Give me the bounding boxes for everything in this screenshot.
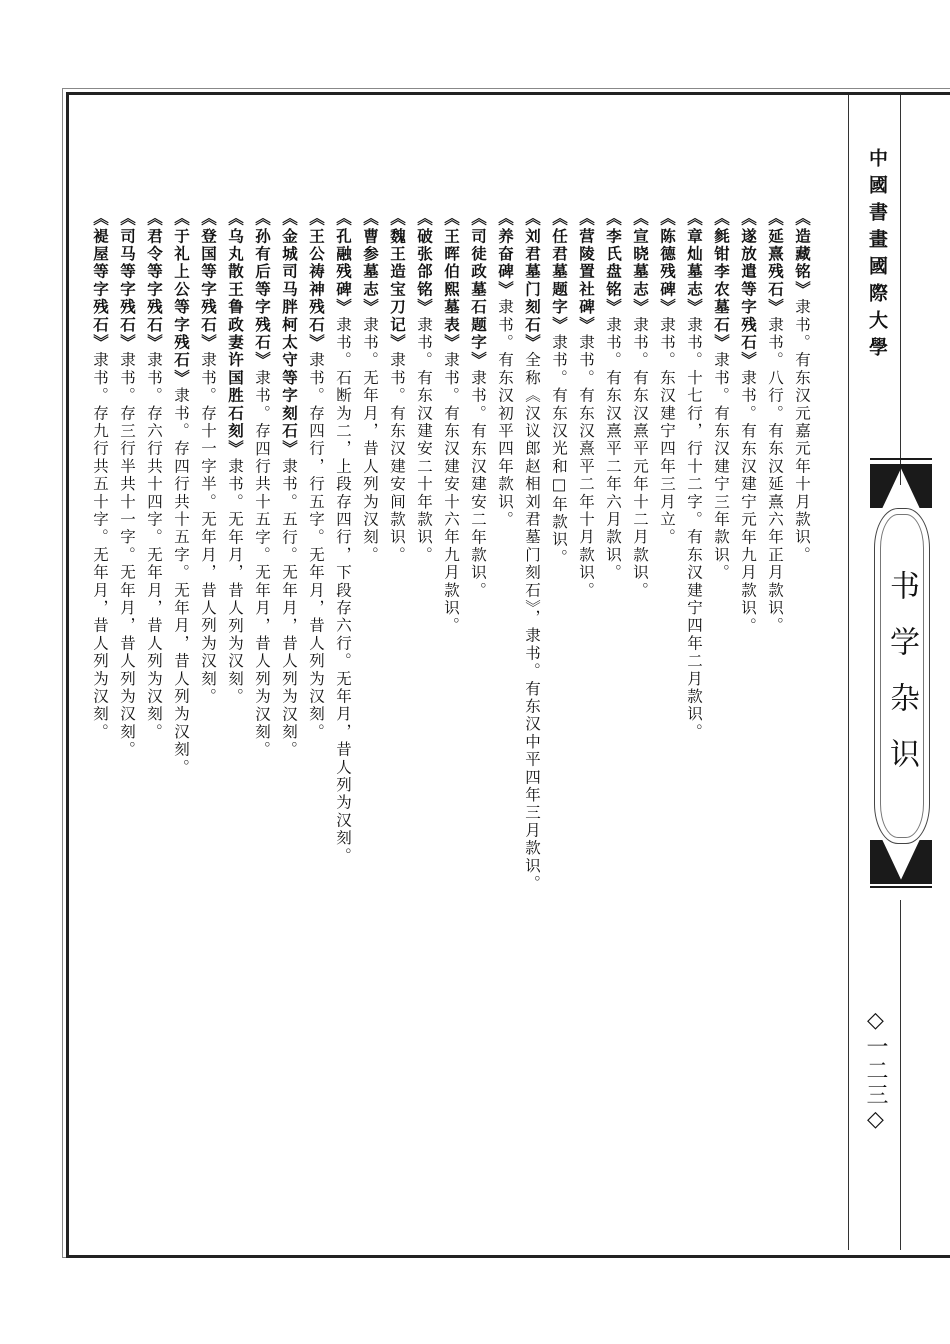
page-number: ◇一二三◇ xyxy=(863,1008,888,1134)
entry-item xyxy=(626,210,653,910)
entry-desc: 隶书。存四行共十五字。无年月，昔人列为汉刻。 xyxy=(253,369,271,759)
entry-title: 《刘君墓门刻石》 xyxy=(523,210,541,352)
university-name: 中國書畫國際大學 xyxy=(866,148,888,364)
entry-item xyxy=(437,210,464,910)
entry-desc: 隶书。有东汉熹平二年十月款识。 xyxy=(577,333,595,600)
entry-title: 《孙有后等字残石》 xyxy=(253,210,271,370)
entry-desc: 隶书。有东汉初平四年款识。 xyxy=(496,298,514,529)
entry-item xyxy=(680,210,707,910)
entry-desc: 隶书。有东汉熹平元年十二月款识。 xyxy=(631,316,649,600)
entry-desc: 隶书。有东汉建宁元年九月款识。 xyxy=(739,369,757,635)
entry-title: 《破张郃铭》 xyxy=(415,210,433,317)
ornament-line xyxy=(870,886,932,888)
entry-title: 《王公祷神残石》 xyxy=(307,210,325,352)
entry-desc: 隶书。有东汉建安十六年九月款识。 xyxy=(442,351,460,635)
entry-desc: 隶书。东汉建宁四年三月立。 xyxy=(658,316,676,547)
entry-desc: 隶书。无年月，昔人列为汉刻。 xyxy=(361,316,379,565)
entry-item xyxy=(113,210,140,910)
ornament-line xyxy=(870,458,932,460)
entry-desc: 隶书。五行。无年月，昔人列为汉刻。 xyxy=(280,457,298,759)
entry-desc: 隶书。存十一字半。无年月，昔人列为汉刻。 xyxy=(199,351,217,706)
entry-desc: 隶书。有东汉光和□年款识。 xyxy=(550,333,568,567)
entry-desc: 隶书。有东汉建宁三年款识。 xyxy=(712,351,730,582)
entry-title: 《造藏铭》 xyxy=(793,210,811,299)
entry-item xyxy=(599,210,626,910)
entry-desc: 隶书。无年月，昔人列为汉刻。 xyxy=(226,457,244,706)
entry-item xyxy=(788,210,815,910)
entry-item xyxy=(140,210,167,910)
entry-item xyxy=(518,210,545,910)
entry-title: 《毵钳李农墓石》 xyxy=(712,210,730,352)
entry-title: 《司徒政墓石题字》 xyxy=(469,210,487,370)
side-column-rule-upper xyxy=(900,95,901,485)
entry-title: 《李氏盘铭》 xyxy=(604,210,622,317)
entry-title: 《宣晓墓志》 xyxy=(631,210,649,317)
entry-item xyxy=(491,210,518,910)
entry-title: 《乌丸散王鲁政妻许国胜石刻》 xyxy=(226,210,244,458)
entry-item xyxy=(464,210,491,910)
entry-desc: 隶书。存三行半共十一字。无年月，昔人列为汉刻。 xyxy=(118,351,136,759)
entry-item xyxy=(653,210,680,910)
entry-title: 《章灿墓志》 xyxy=(685,210,703,317)
entry-item xyxy=(275,210,302,910)
entry-item xyxy=(248,210,275,910)
entry-title: 《王晖伯熙墓表》 xyxy=(442,210,460,352)
entry-title: 《养奋碑》 xyxy=(496,210,514,299)
entry-title: 《孔融残碑》 xyxy=(334,210,352,317)
entry-item xyxy=(734,210,761,910)
entry-item xyxy=(383,210,410,910)
entry-desc: 隶书。存六行共十四字。无年月，昔人列为汉刻。 xyxy=(145,351,163,742)
entry-title: 《登国等字残石》 xyxy=(199,210,217,352)
entry-item xyxy=(707,210,734,910)
entry-title: 《金城司马胖柯太守等字刻石》 xyxy=(280,210,298,458)
entry-item xyxy=(410,210,437,910)
entry-desc: 隶书。石断为二，上段存四行，下段存六行。无年月，昔人列为汉刻。 xyxy=(334,316,352,865)
entry-item xyxy=(329,210,356,910)
entry-desc: 隶书。存四行，行五字。无年月，昔人列为汉刻。 xyxy=(307,351,325,742)
entry-title: 《任君墓题字》 xyxy=(550,210,568,334)
entry-desc: 隶书。有东汉建安间款识。 xyxy=(388,351,406,565)
entry-desc: 隶书。八行。有东汉延熹六年正月款识。 xyxy=(766,316,784,635)
entry-item xyxy=(356,210,383,910)
entry-title: 《魏王造宝刀记》 xyxy=(388,210,406,352)
entry-title: 《曹参墓志》 xyxy=(361,210,379,317)
entry-title: 《于礼上公等字残石》 xyxy=(172,210,190,387)
entry-title: 《君令等字残石》 xyxy=(145,210,163,352)
entry-item xyxy=(761,210,788,910)
entry-desc: 隶书。有东汉元嘉元年十月款识。 xyxy=(793,298,811,564)
entry-title: 《褆屋等字残石》 xyxy=(91,210,109,352)
entry-title: 《营陵置社碑》 xyxy=(577,210,595,334)
entry-item xyxy=(572,210,599,910)
entry-desc: 隶书。有东汉熹平二年六月款识。 xyxy=(604,316,622,582)
entry-title: 《延熹残石》 xyxy=(766,210,784,317)
entry-title: 《司马等字残石》 xyxy=(118,210,136,352)
entry-title: 《陈德残碑》 xyxy=(658,210,676,317)
entry-desc: 隶书。存九行共五十字。无年月，昔人列为汉刻。 xyxy=(91,351,109,742)
entry-title: 《遂放遣等字残石》 xyxy=(739,210,757,370)
entry-desc: 隶书。十七行，行十二字。有东汉建宁四年二月款识。 xyxy=(685,316,703,742)
entry-list xyxy=(91,210,815,910)
entry-item xyxy=(167,210,194,910)
entry-desc: 隶书。有东汉建安二十年款识。 xyxy=(415,316,433,565)
entry-desc: 隶书。存四行共十五字。无年月，昔人列为汉刻。 xyxy=(172,387,190,777)
side-column-rule xyxy=(848,95,849,1250)
entry-desc: 全称《汉议郎赵相刘君墓门刻石》，隶书。有东汉中平四年三月款识。 xyxy=(523,351,541,893)
entry-item xyxy=(545,210,572,910)
side-column-rule-lower xyxy=(900,900,901,1250)
entry-item xyxy=(221,210,248,910)
section-title: 书学杂识 xyxy=(884,570,919,794)
entry-desc: 隶书。有东汉建安二年款识。 xyxy=(469,369,487,600)
entry-item xyxy=(194,210,221,910)
entry-item xyxy=(86,210,113,910)
entry-item xyxy=(302,210,329,910)
